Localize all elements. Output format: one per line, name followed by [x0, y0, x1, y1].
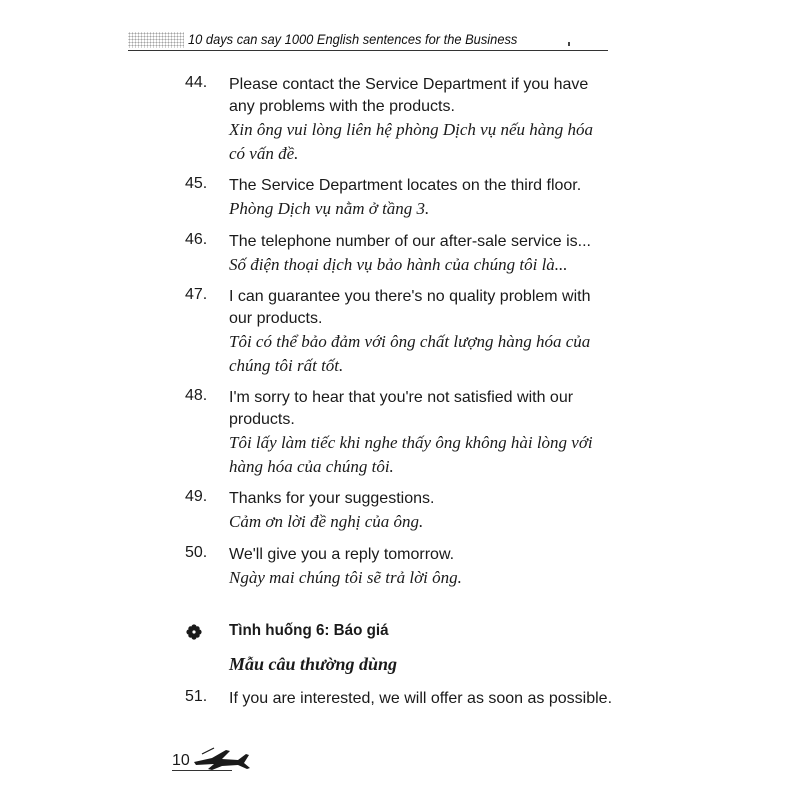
sentence-body — [229, 74, 619, 166]
sentence-number: 50. — [185, 544, 208, 561]
english-line: Thanks for your suggestions. — [229, 490, 435, 507]
section-title: Tình huống 6: Báo giá — [229, 622, 389, 639]
english-line: our products. — [229, 310, 323, 327]
vietnamese-line: Cảm ơn lời đề nghị của ông. — [229, 512, 424, 531]
sentence-number: 51. — [185, 688, 208, 705]
english-line: I'm sorry to hear that you're not satisfied with our — [229, 389, 574, 406]
vietnamese-line: chúng tôi rất tốt. — [229, 356, 344, 375]
sentence-body — [229, 488, 619, 534]
flower-icon — [186, 624, 202, 640]
sentence-number: 48. — [185, 387, 208, 404]
vietnamese-line: Phòng Dịch vụ nằm ở tầng 3. — [229, 199, 430, 218]
vietnamese-line: Tôi có thể bảo đảm với ông chất lượng hàng hóa của — [229, 332, 591, 351]
sentence-body — [229, 231, 619, 277]
plane-icon — [192, 744, 252, 772]
page-footer — [172, 744, 262, 774]
page-number: 10 — [172, 752, 190, 769]
section-subtitle: Mẫu câu thường dùng — [229, 654, 398, 674]
english-line: We'll give you a reply tomorrow. — [229, 546, 455, 563]
sentence-body — [229, 544, 619, 590]
english-line: I can guarantee you there's no quality problem with — [229, 288, 591, 305]
english-line: products. — [229, 411, 295, 428]
english-line: The Service Department locates on the third floor. — [229, 177, 582, 194]
vietnamese-line: Xin ông vui lòng liên hệ phòng Dịch vụ nếu hàng hóa — [229, 120, 594, 139]
sentence-number: 45. — [185, 175, 208, 192]
vietnamese-line: Số điện thoại dịch vụ bảo hành của chúng tôi là... — [229, 255, 568, 274]
vietnamese-line: có vấn đề. — [229, 144, 299, 163]
english-line: Please contact the Service Department if you have — [229, 76, 589, 93]
vietnamese-line: hàng hóa của chúng tôi. — [229, 457, 394, 476]
english-line: If you are interested, we will offer as soon as possible. — [229, 690, 613, 707]
sentence-number: 44. — [185, 74, 208, 91]
sentence-number: 49. — [185, 488, 208, 505]
sentence-body — [229, 688, 619, 710]
english-line: The telephone number of our after-sale service is... — [229, 233, 591, 250]
sentence-body — [229, 175, 619, 221]
vietnamese-line: Ngày mai chúng tôi sẽ trả lời ông. — [229, 568, 462, 587]
sentence-number: 46. — [185, 231, 208, 248]
sentence-number: 47. — [185, 286, 208, 303]
sentence-body — [229, 286, 619, 378]
english-line: any problems with the products. — [229, 98, 455, 115]
vietnamese-line: Tôi lấy làm tiếc khi nghe thấy ông không hài lòng với — [229, 433, 593, 452]
header-title: 10 days can say 1000 English sentences for the Business — [188, 31, 518, 47]
sentence-body — [229, 387, 619, 479]
